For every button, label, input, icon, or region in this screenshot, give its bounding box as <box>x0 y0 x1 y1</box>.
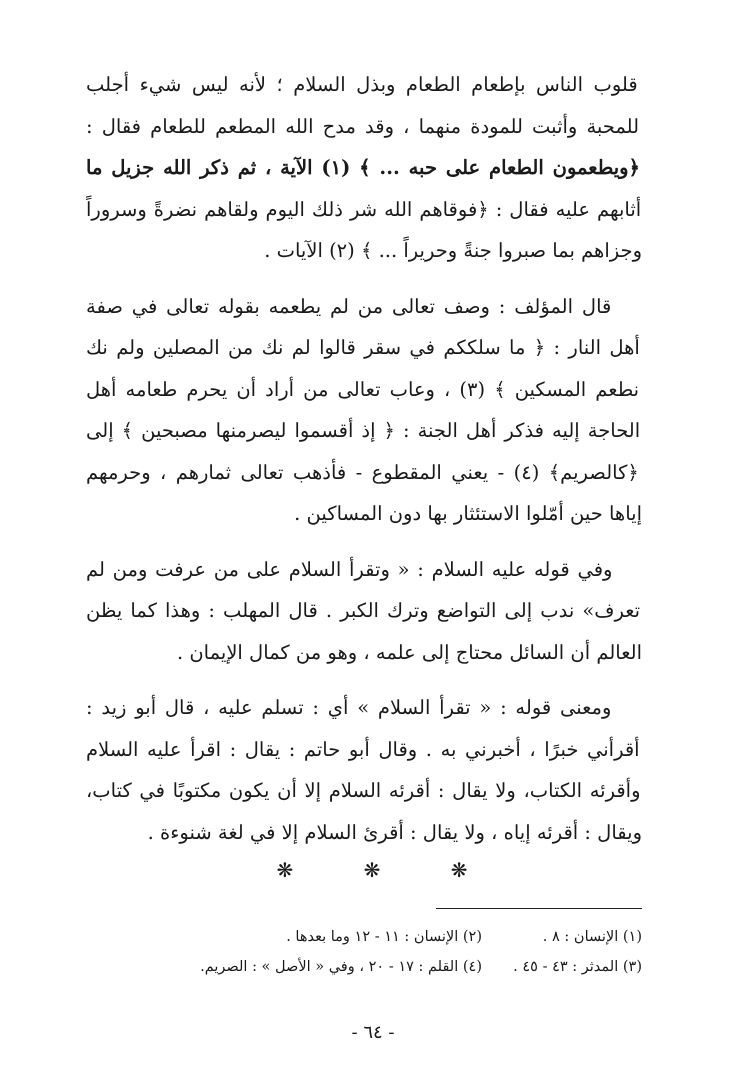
text-line: أقرأني خبرًا ، أخبرني به . وقال أبو حاتم : يقال : اقرأ عليه السلام <box>86 737 640 761</box>
text-line: وجزاهم بما صبروا جنةً وحريراً ... ﴾ (٢) الآيات . <box>264 239 642 262</box>
text-line: الحاجة إليه فذكر أهل الجنة : ﴿ إذ أقسموا ليصرمنها مصبحين ﴾ إلى <box>86 419 641 442</box>
footnote-3: (٣) المدثر : ٤٣ - ٤٥ . <box>513 959 642 975</box>
section-separator <box>0 858 746 882</box>
text-line: وأقرئه الكتاب، ولا يقال : أقرئه السلام إلا أن يكون مكتوبًا في كتاب، <box>86 779 641 802</box>
page-number: - ٦٤ - <box>351 1022 395 1043</box>
footnote-1: (١) الإنسان : ٨ . <box>542 929 642 945</box>
paragraph-2 <box>86 286 642 535</box>
text-line: ويقال : أقرئه إياه ، ولا يقال : أقرئ السلام إلا في لغة شنوءة . <box>147 820 642 844</box>
text-line: ﴿ويطعمون الطعام على حبه ... ﴾ (١) الآية ، ثم ذكر الله جزيل ما <box>86 156 640 179</box>
main-text <box>86 64 642 853</box>
star-ornament-icon: ❋ <box>450 858 470 882</box>
text-line: للمحبة وأثبت للمودة منهما ، وقد مدح الله المطعم للطعام فقال : <box>86 114 640 138</box>
footnote-2: (٢) الإنسان : ١١ - ١٢ وما بعدها . <box>286 929 482 945</box>
paragraph-4 <box>86 687 642 853</box>
text-line: إياها حين أمّلوا الاستئثار بها دون المساكين . <box>294 502 642 525</box>
star-ornament-icon: ❋ <box>363 858 383 882</box>
footnotes <box>86 922 642 982</box>
text-line: أهل النار : ﴿ ما سلككم في سقر قالوا لم نك من المصلين ولم نك <box>86 336 640 359</box>
text-line: العالم أن السائل محتاج إلى علمه ، وهو من كمال الإيمان . <box>176 640 642 664</box>
text-line: تعرف» ندب إلى التواضع وترك الكبر . قال المهلب : وهذا كما يظن <box>86 599 641 622</box>
paragraph-1 <box>86 64 642 272</box>
text-line: وفي قوله عليه السلام : « وتقرأ السلام على من عرفت ومن لم <box>86 557 613 581</box>
footnote-row <box>86 952 642 982</box>
text-line: قال المؤلف : وصف تعالى من لم يطعمه بقوله تعالى في صفة <box>86 294 612 318</box>
text-line: أثابهم عليه فقال : ﴿فوقاهم الله شر ذلك اليوم ولقاهم نضرةً وسروراً <box>86 197 642 221</box>
footnote-4: (٤) القلم : ١٧ - ٢٠ ، وفي « الأصل » : الصريم. <box>200 959 482 975</box>
text-line: نطعم المسكين ﴾ (٣) ، وعاب تعالى من أراد أن يحرم طعامه أهل <box>86 377 640 401</box>
star-ornament-icon: ❋ <box>276 858 296 882</box>
text-line: قلوب الناس بإطعام الطعام وبذل السلام ؛ لأنه ليس شيء أجلب <box>86 73 638 96</box>
footnote-divider <box>436 908 642 909</box>
text-line: ﴿كالصريم﴾ (٤) - يعني المقطوع - فأذهب تعالى ثمارهم ، وحرمهم <box>86 460 639 484</box>
paragraph-3 <box>86 549 642 674</box>
footnote-row <box>86 922 642 952</box>
text-line: ومعنى قوله : « تقرأ السلام » أي : تسلم عليه ، قال أبو زيد : <box>86 696 612 719</box>
